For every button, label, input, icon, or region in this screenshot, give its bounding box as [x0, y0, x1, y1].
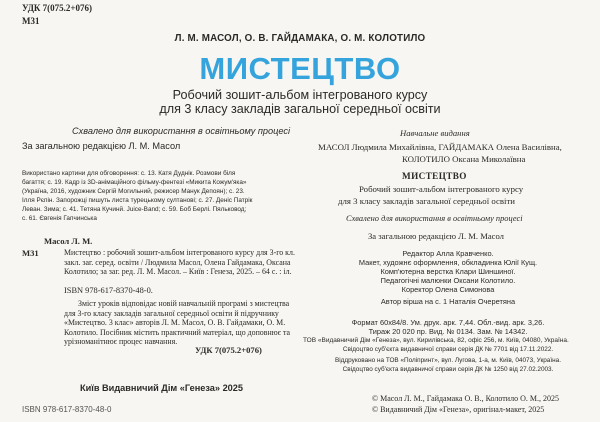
publisher-certificate: Свідоцтво суб'єкта видавничої справи серія ДК № 7701 від 17.11.2022. [342, 346, 554, 353]
copyright-authors: © Масол Л. М., Гайдамака О. В., Колотило О. М., 2025 [372, 394, 559, 403]
printer-address: Віддруковано на ТОВ «Поліпринт», вул. Луговa, 1-a, м. Київ, 04073, Україна. [335, 357, 561, 364]
authors-full-line-2: КОЛОТИЛО Оксана Миколаївна [402, 154, 526, 164]
pictures-line-5: Леван. Зима; с. 41. Тетяна Кучинй. Juice-Band; с. 59. Боб Берлі. Пяльковод; [22, 206, 247, 213]
pictures-line-4: Ілля Рєпін. Запорожці пишуть листа турецькому султанові; с. 27. Деніс Патрік [22, 197, 253, 204]
right-editor: За загальною редакцією Л. М. Масол [368, 231, 504, 241]
right-subtitle-line-2: для 3 класу закладів загальної середньої освіти [338, 196, 516, 206]
credit-proofreader: Коректор Олена Симонова [401, 285, 495, 294]
publisher-imprint: Київ Видавничий Дім «Генеза» 2025 [80, 383, 244, 393]
pictures-line-3: (Україна, 2016, художник Сергій Могильний, режисер Манук Депоян); с. 23. [22, 188, 245, 195]
approval-note: Схвалено для використання в освітньому процесі [72, 126, 291, 136]
credit-drawings: Педагогічні малюнки Оксани Колотило. [380, 276, 516, 285]
pictures-line-2: багаття; с. 19. Кадр із 3D-анімаційного фільму-фентезі «Микита Кожум'яка» [22, 179, 247, 186]
book-title: МИСТЕЦТВО [199, 51, 401, 86]
card-code: М31 [22, 248, 39, 258]
card-author: Масол Л. М. [44, 236, 93, 246]
udc-code: УДК 7(075.2+076) [22, 3, 93, 13]
card-summary: Зміст уроків відповідає новій навчальній програмі з мистецтва для 3-го класу закладів загальної середньої освіти й підручнику «Мистецтво. 3 клас» авторів Л. М. Масол, О. В. Гайдамаки, О. М. Колотило. Посібник містить практичний матеріал, що доповнює та урізноманітнює процес навчання. [64, 299, 290, 347]
isbn: ISBN 978-617-8370-48-0. [64, 286, 153, 295]
shelf-mark: М31 [22, 16, 40, 26]
right-subtitle-line-1: Робочий зошит-альбом інтегрованого курсу [359, 184, 524, 194]
credit-typesetting: Комп'ютерна верстка Клари Шиншиної. [380, 267, 516, 276]
printer-certificate: Свідоцтво суб'єкта видавничої справи серія ДК № 1250 від 27.02.2003. [342, 366, 554, 373]
pictures-line-1: Використано картини для обговорення: с. 13. Катя Дуднік. Розмови біля [22, 170, 236, 177]
subtitle-line-1: Робочий зошит-альбом інтегрованого курсу [172, 88, 428, 102]
right-title: МИСТЕЦТВО [402, 171, 467, 181]
authors-header: Л. М. МАСОЛ, О. В. ГАЙДАМАКА, О. М. КОЛОТИЛО [174, 33, 426, 44]
edition-type: Навчальне видання [400, 128, 470, 138]
bottom-isbn: ISBN 978-617-8370-48-0 [22, 405, 112, 414]
cover-poem-author: Автор вірша на с. 1 Наталія Очеретяна [380, 297, 516, 306]
publisher-address: ТОВ «Видавничий Дім «Генеза», вул. Кирилівська, 82, офіс 256, м. Київ, 04080, Україна. [303, 337, 569, 344]
credit-editor: Редактор Алла Кравченко. [402, 249, 494, 258]
pictures-line-6: с. 61. Євгенія Гапчинська [22, 215, 97, 222]
credit-layout: Макет, художнє оформлення, обкладинка Юлії Кущ. [358, 258, 538, 267]
authors-full-line-1: МАСОЛ Людмила Михайлівна, ГАЙДАМАКА Олена Василівна, [318, 142, 562, 152]
format-line: Формат 60x84/8. Ум. друк. арк. 7,44. Обл.-вид. арк. 3,26. [351, 318, 545, 327]
subtitle-line-2: для 3 класу закладів загальної середньої освіти [159, 102, 441, 116]
right-approval: Схвалено для використання в освітньому процесі [346, 214, 523, 223]
copyright-publisher: © Видавничий Дім «Генеза», оригінал-макет, 2025 [372, 405, 545, 414]
print-run-line: Тираж 20 020 пр. Вид. № 0134. Зам. № 14342. [368, 327, 528, 336]
card-udc: УДК 7(075.2+076) [195, 345, 262, 355]
editor-note: За загальною редакцією Л. М. Масол [22, 141, 181, 151]
card-description: Мистецтво : робочий зошит-альбом інтегрованого курсу для 3-го кл. закл. заг. серед. освіти / Людмила Масол, Олена Гайдамака, Оксана Колотило; за заг. ред. Л. М. Масол. – Київ : Генеза, 2025. – 64 с. : іл. [64, 248, 295, 277]
